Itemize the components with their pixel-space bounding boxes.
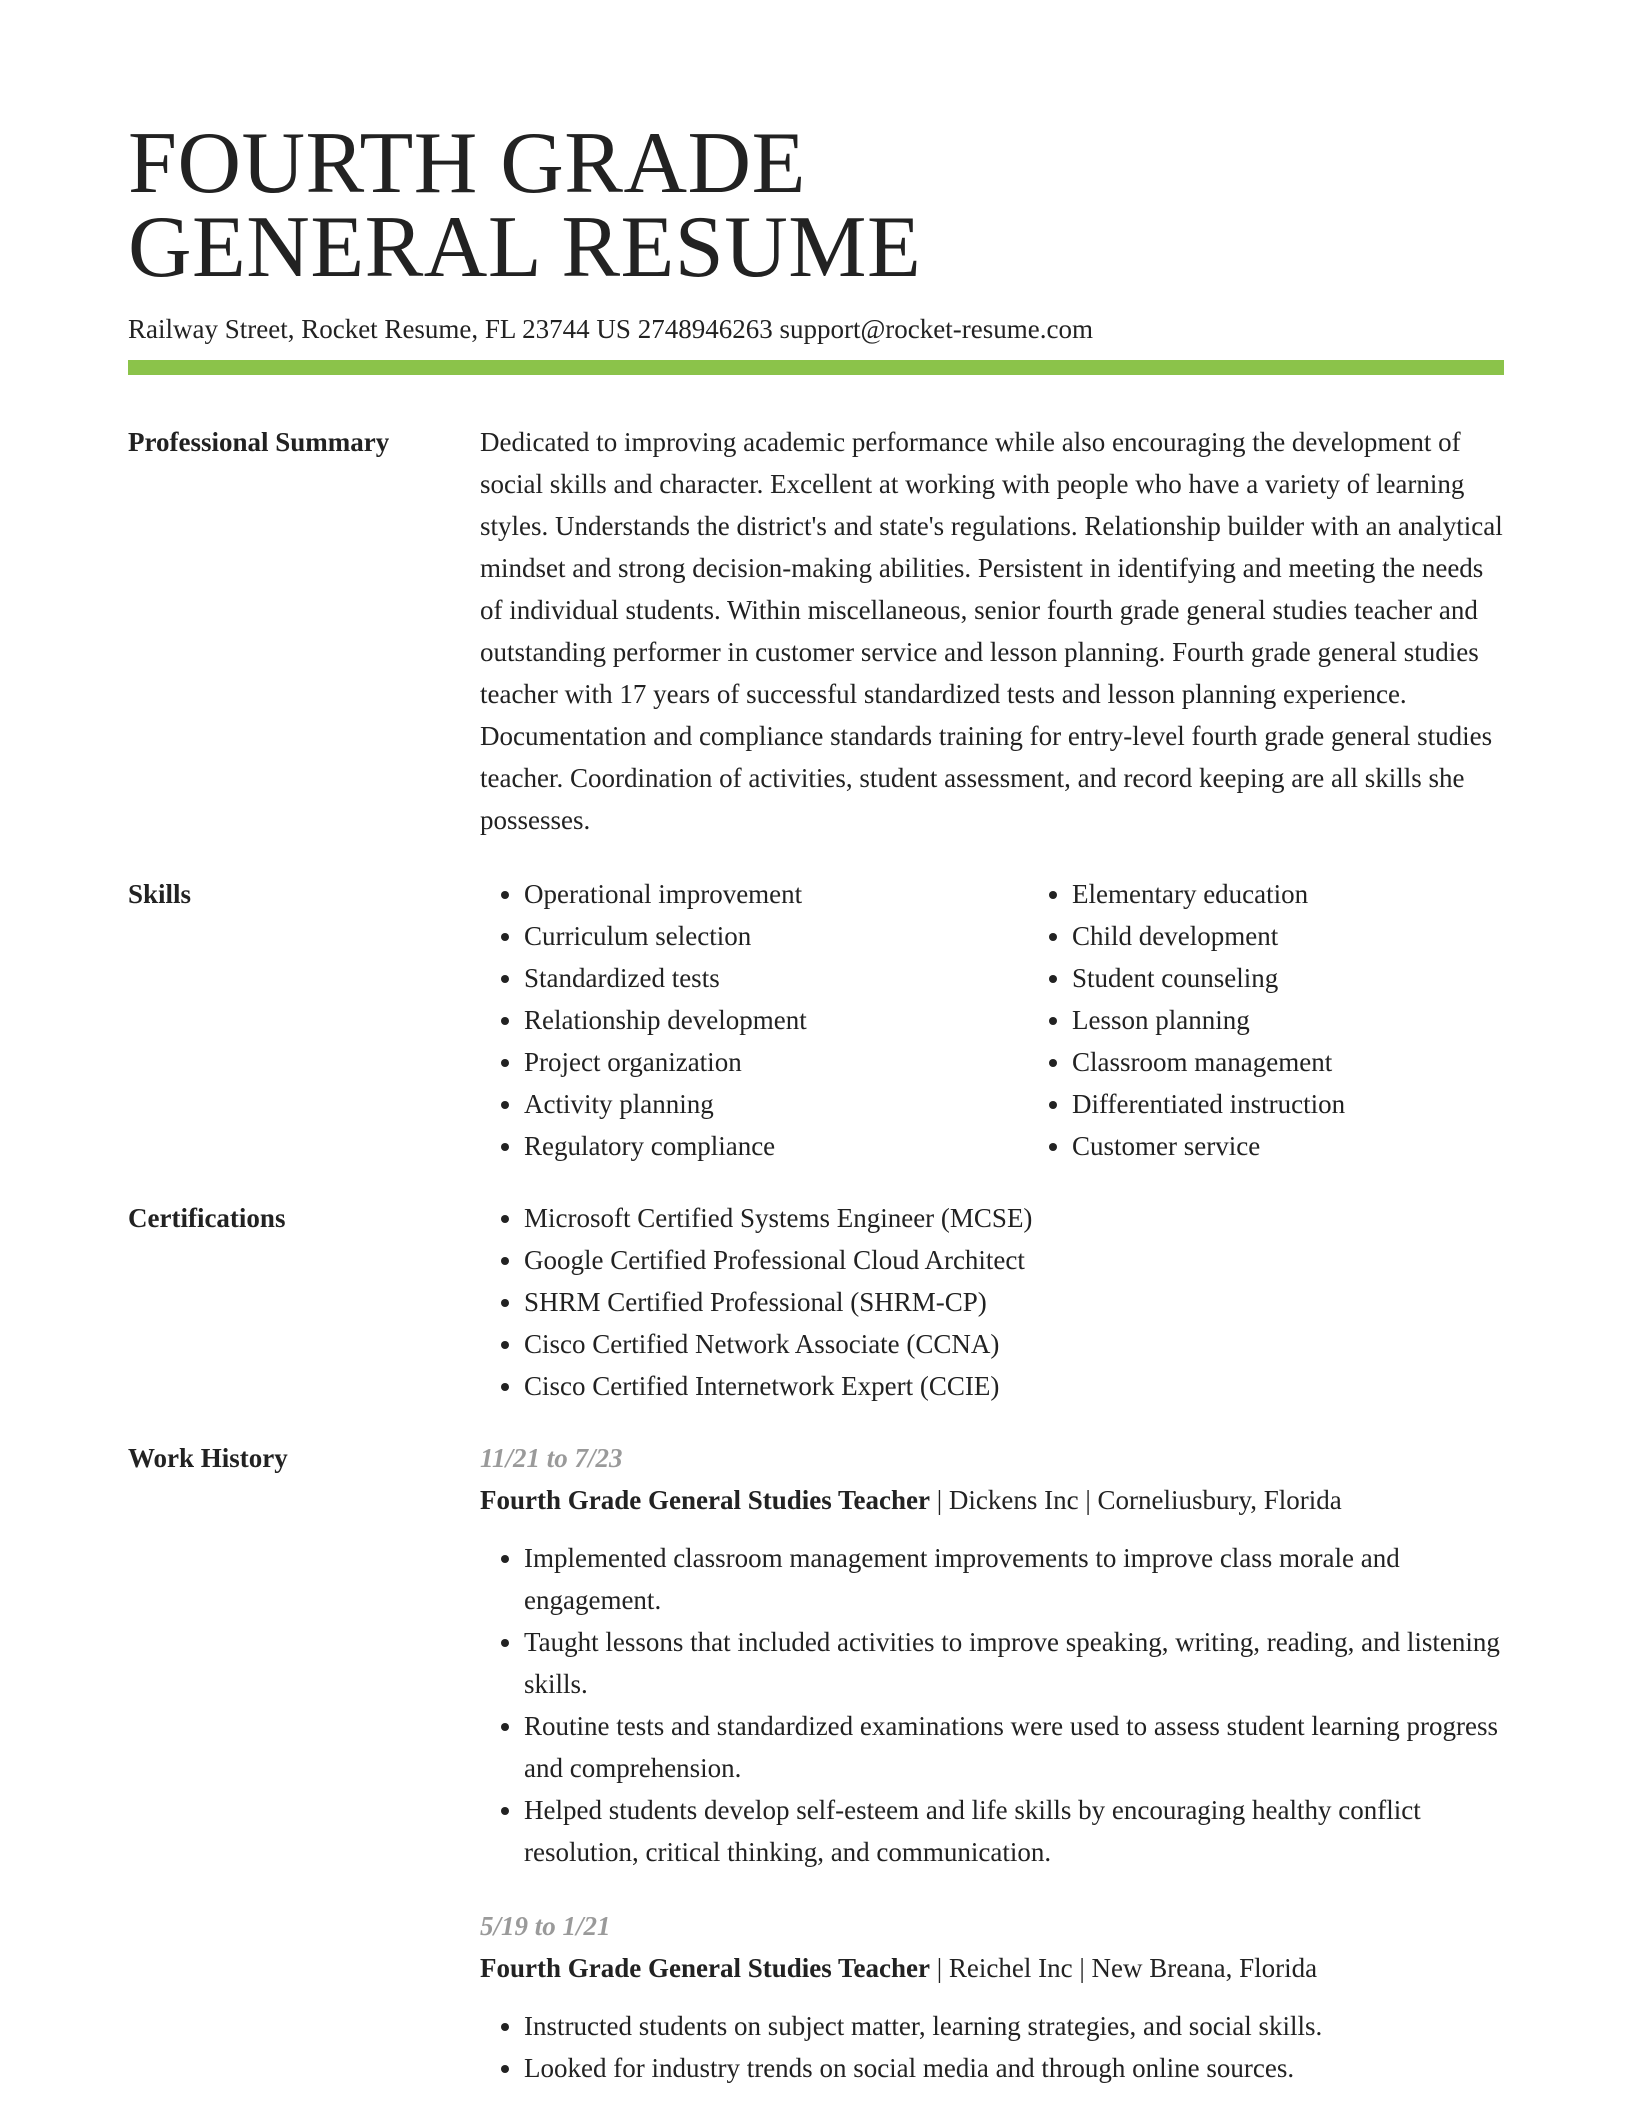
skill-item: • Student counseling [1072,957,1576,999]
skills-grid [480,873,1576,1167]
skills-column-2 [1028,873,1576,1167]
summary-body [480,421,1504,841]
skills-heading: Skills [128,879,192,909]
title-line-1: FOURTH GRADE [128,115,806,212]
certifications-list [480,1197,1504,1407]
skill-item: • Curriculum selection [524,915,1028,957]
certifications-body [480,1197,1504,1407]
job-bullet: • Instructed students on subject matter, learning strategies, and social skills. [524,2005,1504,2047]
job-title: Fourth Grade General Studies Teacher [480,1485,930,1515]
job-title: Fourth Grade General Studies Teacher [480,1953,930,1983]
summary-text: Dedicated to improving academic performance while also encouraging the development of social skills and character. Excellent at working with people who have a variety of learning styles. Understands the district's and state's regulations. Relationship builder with an analytical mindset and strong decision-making abilities. Persistent in identifying and meeting the needs of individual students. Within miscellaneous, senior fourth grade general studies teacher and outstanding performer in customer service and lesson planning. Fourth grade general studies teacher with 17 years of successful standardized tests and lesson planning experience. Documentation and compliance standards training for entry-level fourth grade general studies teacher. Coordination of activities, student assessment, and record keeping are all skills she possesses. [480,427,1503,835]
certifications-heading: Certifications [128,1203,286,1233]
skill-item: • Differentiated instruction [1072,1083,1576,1125]
job-header [480,1947,1504,1989]
skill-item: • Operational improvement [524,873,1028,915]
skill-item: • Relationship development [524,999,1028,1041]
skill-item: • Project organization [524,1041,1028,1083]
certification-item: • Microsoft Certified Systems Engineer (MCSE) [524,1197,1504,1239]
work-history-heading: Work History [128,1443,288,1473]
skill-item: • Activity planning [524,1083,1028,1125]
skill-item: • Standardized tests [524,957,1028,999]
job-entry [480,1905,1504,2089]
skill-item: • Regulatory compliance [524,1125,1028,1167]
summary-section [128,421,1504,841]
job-bullets [480,2005,1504,2089]
skills-section [128,873,1504,1167]
skill-item: • Lesson planning [1072,999,1576,1041]
job-bullet: • Implemented classroom management improvements to improve class morale and engagement. [524,1537,1504,1621]
job-entry [480,1437,1504,1873]
certification-item: • Cisco Certified Network Associate (CCNA) [524,1323,1504,1365]
job-bullet: • Taught lessons that included activities to improve speaking, writing, reading, and listening skills. [524,1621,1504,1705]
resume-title [128,115,1504,296]
job-bullet: • Routine tests and standardized examinations were used to assess student learning progress and comprehension. [524,1705,1504,1789]
job-dates: 11/21 to 7/23 [480,1443,623,1473]
summary-heading: Professional Summary [128,427,390,457]
accent-divider [128,360,1504,375]
certifications-section [128,1197,1504,1407]
job-details: | Reichel Inc | New Breana, Florida [929,1953,1318,1983]
job-dates: 5/19 to 1/21 [480,1911,611,1941]
certification-item: • Cisco Certified Internetwork Expert (CCIE) [524,1365,1504,1407]
certification-item: • Google Certified Professional Cloud Architect [524,1239,1504,1281]
skill-item: • Elementary education [1072,873,1576,915]
job-bullet: • Helped students develop self-esteem and life skills by encouraging healthy conflict resolution, critical thinking, and communication. [524,1789,1504,1873]
title-line-2: GENERAL RESUME [128,199,922,296]
certification-item: • SHRM Certified Professional (SHRM-CP) [524,1281,1504,1323]
skill-item: • Customer service [1072,1125,1576,1167]
job-bullets [480,1537,1504,1873]
work-history-body [480,1437,1504,2089]
job-bullet: • Looked for industry trends on social media and through online sources. [524,2047,1504,2089]
skill-item: • Child development [1072,915,1576,957]
skills-column-1 [480,873,1028,1167]
contact-info: Railway Street, Rocket Resume, FL 23744 US 2748946263 support@rocket-resume.com [128,314,1093,344]
job-details: | Dickens Inc | Corneliusbury, Florida [929,1485,1342,1515]
skill-item: • Classroom management [1072,1041,1576,1083]
job-header [480,1479,1504,1521]
work-history-section [128,1437,1504,2089]
